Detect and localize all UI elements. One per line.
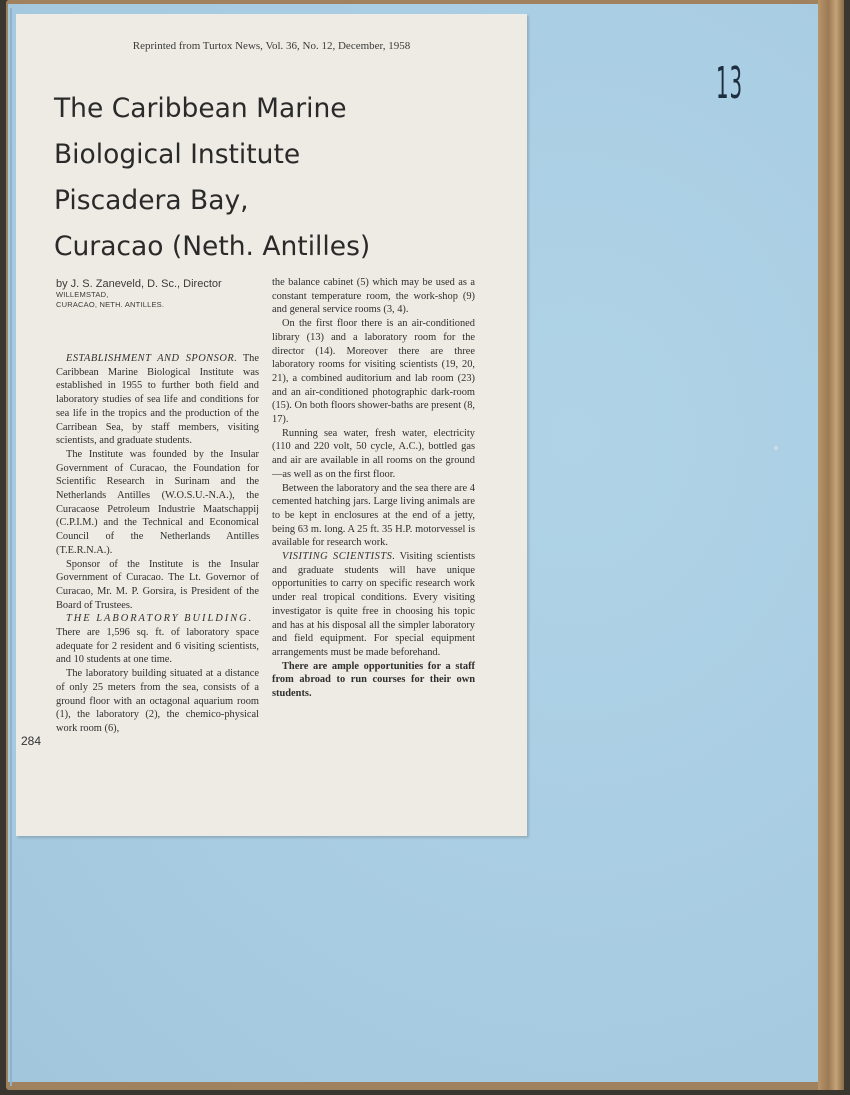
paragraph: The laboratory building situated at a distance of only 25 meters from the sea, consists of a ground floor with an octagonal aquarium room (1), the laboratory (2), the chemico-physical work room (6), [56, 668, 259, 734]
paragraph: On the first floor there is an air-conditioned library (13) and a laboratory room for the director (14). Moreover there are three laboratory rooms for visiting scientists (19, 20, 21), a combined auditorium and lab room (23) and an air-conditioned photographic dark-room (15). On both floors shower-baths are present (8, 17). [272, 318, 475, 426]
text-column-right [272, 276, 475, 701]
title-line: The Caribbean Marine [54, 93, 347, 124]
author-name: by J. S. Zaneveld, D. Sc., Director [56, 278, 222, 290]
paragraph [56, 612, 259, 626]
page-spine [10, 8, 12, 1086]
section-heading: THE LABORATORY BUILDING. [66, 613, 254, 625]
paragraph [56, 352, 259, 448]
paragraph: Running sea water, fresh water, electricity (110 and 220 volt, 50 cycle, A.C.), bottled gas and air are available in all rooms on the ground—as well as on the first floor. [272, 427, 475, 480]
reprint-note: Reprinted from Turtox News, Vol. 36, No. 12, December, 1958 [132, 40, 411, 52]
paragraph: The Institute was founded by the Insular Government of Curacao, the Foundation for Scientific Research in Surinam and the Netherlands Antilles (W.O.S.U.-N.A.), the Curacaose Petroleum Industrie Maatschappij (C.P.I.M.) and the Technical and Economical Council of the Netherlands Antilles (T.E.R.N.A.). [56, 448, 259, 556]
author-location: CURACAO, NETH. ANTILLES. [56, 300, 165, 309]
paragraph: Between the laboratory and the sea there are 4 cemented hatching jars. Large living animals are to be kept in enclosures at the end of a jetty, being 63 m. long. A 25 ft. 35 H.P. motorvessel is available for research work. [272, 482, 475, 549]
section-heading: VISITING SCIENTISTS. [282, 551, 396, 563]
paragraph: Sponsor of the Institute is the Insular Government of Curacao. The Lt. Governor of Curacao, Mr. M. P. Gorsira, is President of the Board of Trustees. [56, 558, 259, 611]
section-heading: ESTABLISHMENT AND SPONSOR. [66, 353, 238, 364]
title-line: Biological Institute [54, 139, 301, 170]
text-column-left [56, 352, 259, 736]
page-folio: 284 [21, 734, 42, 748]
paragraph-text: The Caribbean Marine Biological Institute was established in 1955 to further both field and laboratory studies of sea life and conditions for sea life in the tropics and the production of the Carribean Sea, by staff members, visiting scientists, and graduate students. [56, 353, 259, 447]
title-line: Curacao (Neth. Antilles) [54, 231, 371, 262]
byline [56, 278, 276, 310]
author-location: WILLEMSTAD, [56, 290, 109, 299]
paragraph: There are 1,596 sq. ft. of laboratory space adequate for 2 resident and 6 visiting scientists, and 10 students at one time. [56, 627, 259, 666]
title-line: Piscadera Bay, [54, 185, 249, 216]
paragraph: There are ample opportunities for a staff from abroad to run courses for their own students. [272, 660, 475, 700]
article-title [54, 86, 514, 270]
paragraph [272, 550, 475, 660]
paper-speck [774, 446, 778, 450]
article-clipping [16, 14, 527, 836]
paragraph-text: Visiting scientists and graduate students will have unique opportunities to carry on specific research work under real tropical conditions. Every visiting investigator is quite free in choosing his topic and has at his disposal all the simpler laboratory and field equipment. For special equipment arrangements must be made beforehand. [272, 551, 476, 658]
handwritten-page-number: 13 [716, 58, 743, 109]
paragraph: the balance cabinet (5) which may be used as a constant temperature room, the work-shop (9) and general service rooms (3, 4). [272, 277, 475, 316]
board-edge [818, 0, 844, 1090]
